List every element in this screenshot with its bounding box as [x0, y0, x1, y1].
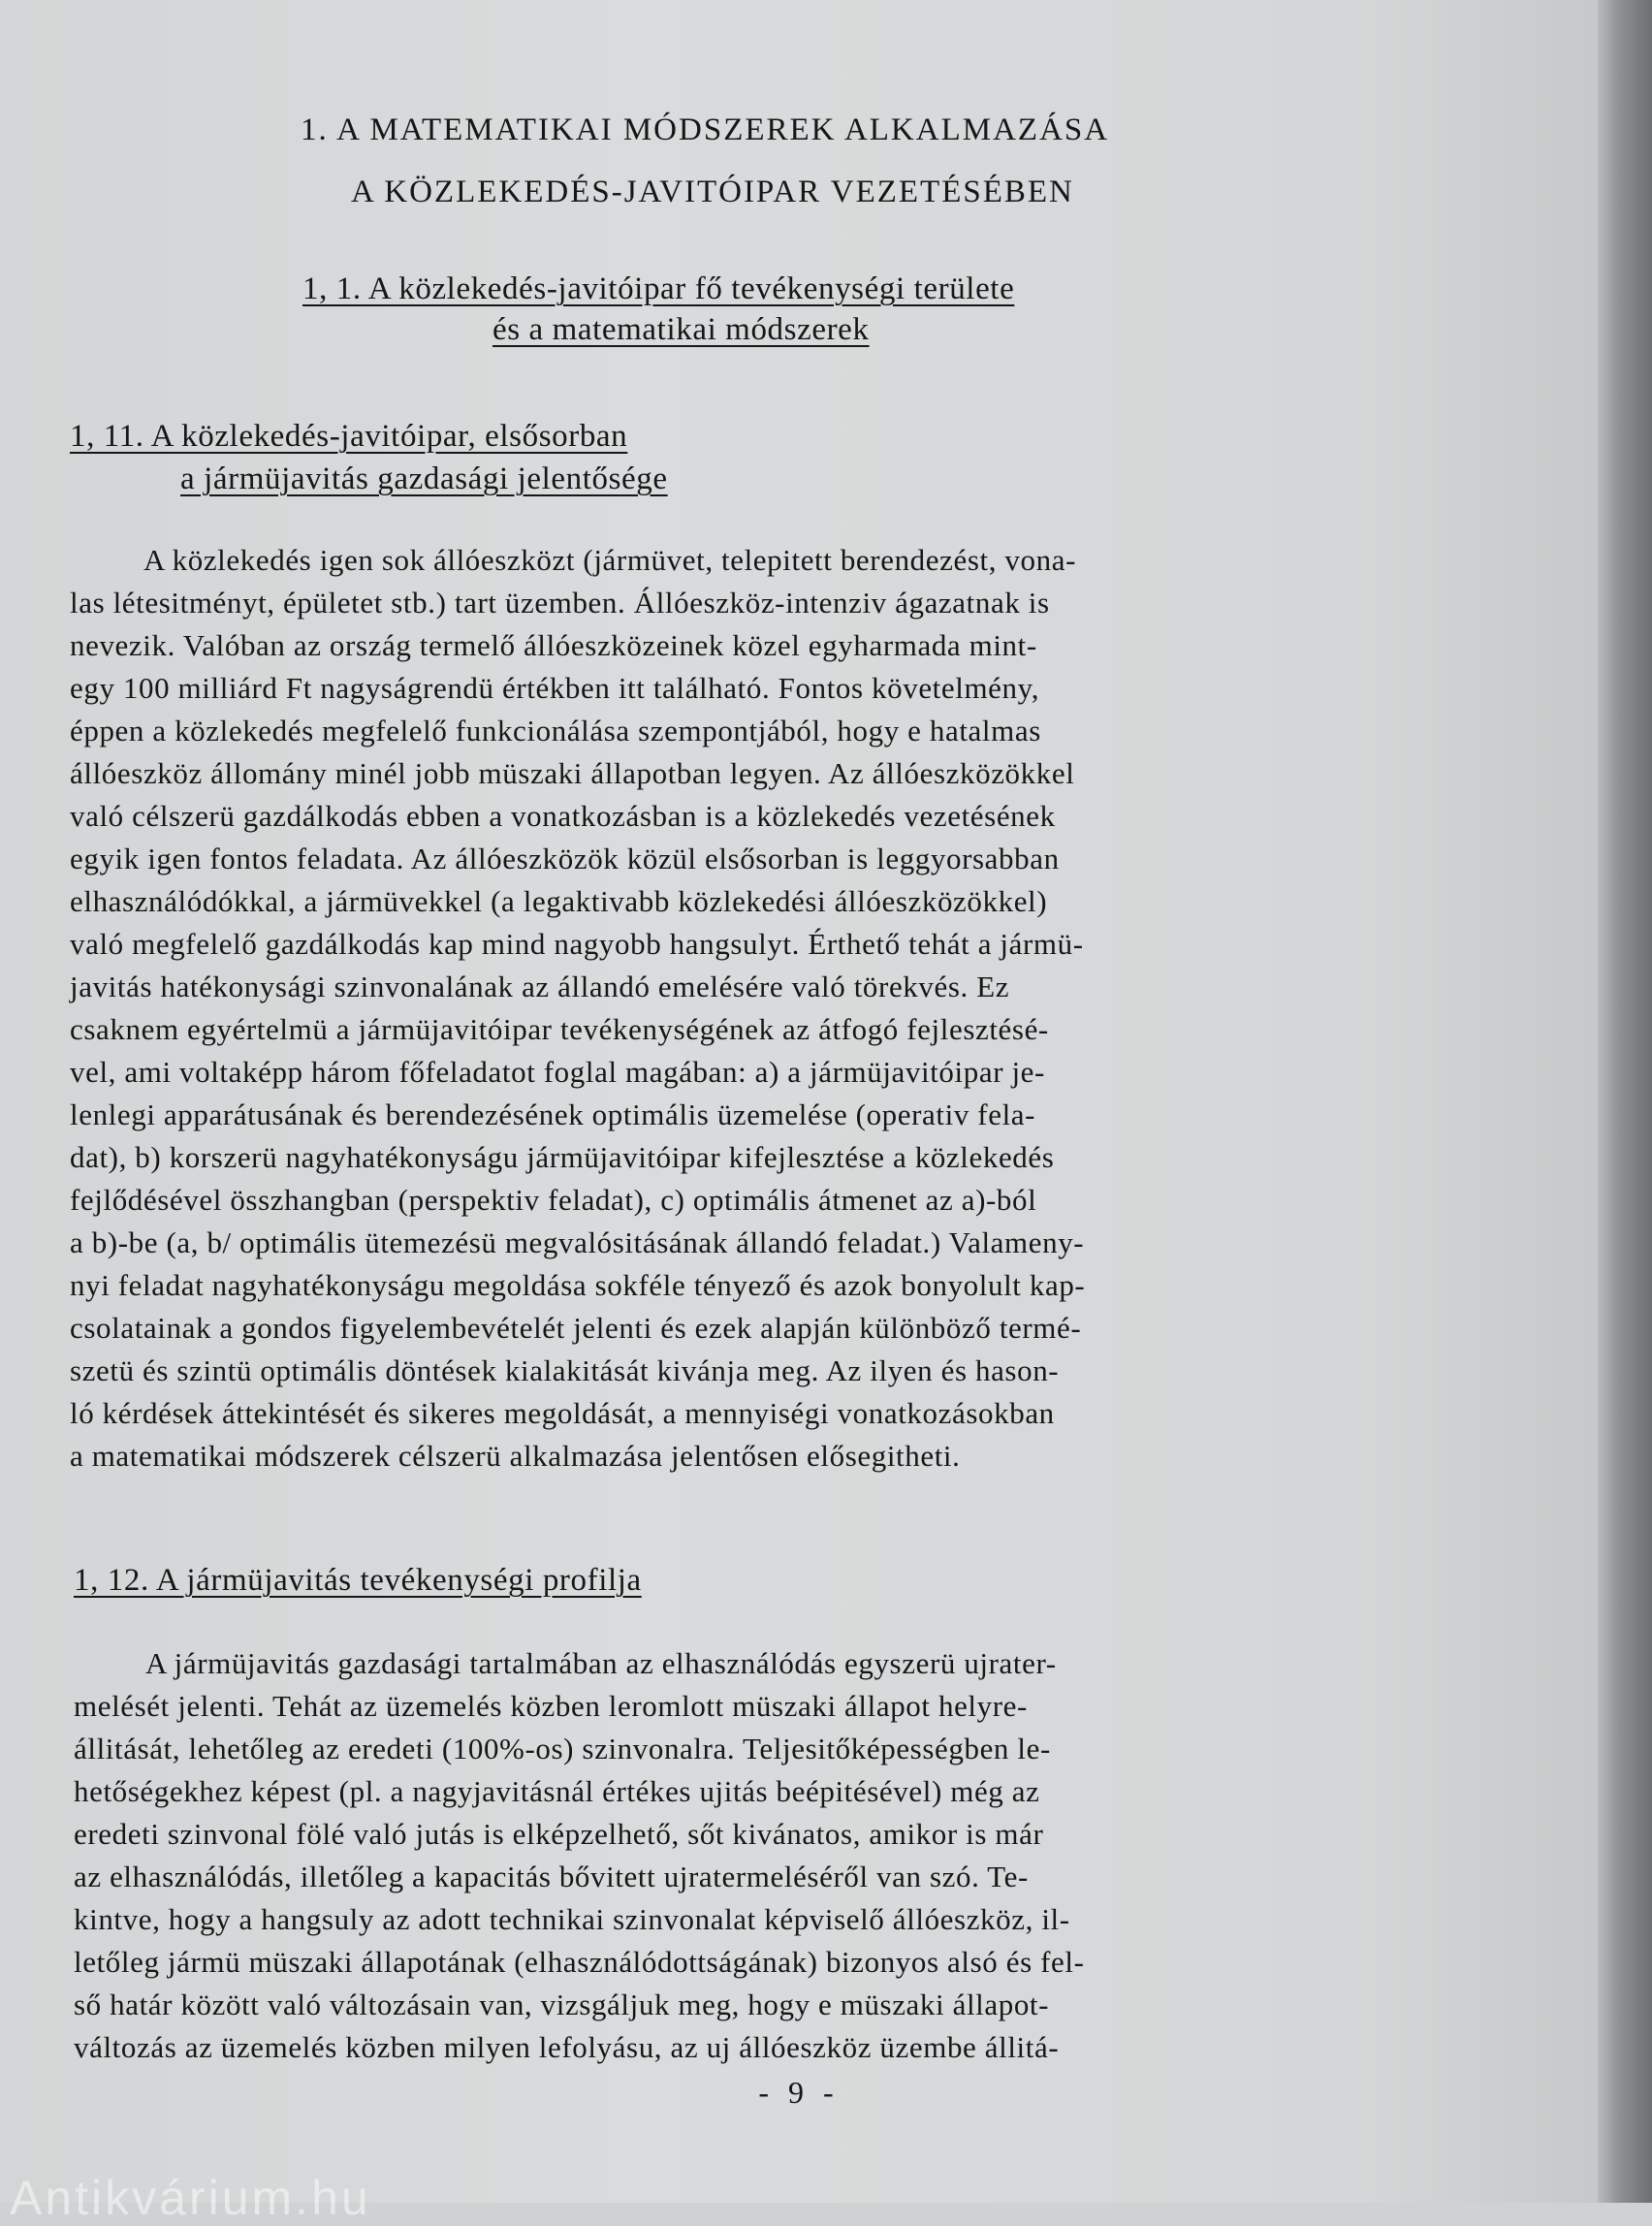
section-1-11-heading-line-1: 1, 11. A közlekedés-javitóipar, elsősorban [70, 419, 628, 454]
section-1-1-heading-line-2: és a matematikai módszerek [492, 312, 870, 347]
paragraph-2-line: eredeti szinvonal fölé való jutás is elképzelhető, sőt kivánatos, amikor is már [74, 1817, 1044, 1851]
paragraph-1-line: állóeszköz állomány minél jobb müszaki állapotban legyen. Az állóeszközökkel [70, 756, 1075, 790]
paragraph-1-line: egyik igen fontos feladata. Az állóeszközök közül elsősorban is leggyorsabban [70, 842, 1060, 875]
paragraph-1-line: való megfelelő gazdálkodás kap mind nagyobb hangsulyt. Érthető tehát a jármü- [70, 927, 1084, 961]
paragraph-2-line: A jármüjavitás gazdasági tartalmában az elhasználódás egyszerü ujrater- [145, 1646, 1057, 1680]
paragraph-1-line: dat), b) korszerü nagyhatékonyságu jármüjavitóipar kifejlesztése a közlekedés [70, 1140, 1055, 1174]
paragraph-1-line: fejlődésével összhangban (perspektiv feladat), c) optimális átmenet az a)-ból [70, 1183, 1037, 1217]
paragraph-1-line: A közlekedés igen sok állóeszközt (jármüvet, telepitett berendezést, vona- [143, 543, 1077, 577]
paragraph-1-line: javitás hatékonysági szinvonalának az állandó emelésére való törekvés. Ez [70, 970, 1010, 1003]
paragraph-1-line: ló kérdések áttekintését és sikeres megoldását, a mennyiségi vonatkozásokban [70, 1396, 1055, 1430]
paragraph-1-line: las létesitményt, épületet stb.) tart üzemben. Állóeszköz-intenziv ágazatnak is [70, 586, 1050, 620]
paragraph-1-line: lenlegi apparátusának és berendezésének optimális üzemelése (operativ fela- [70, 1097, 1036, 1131]
paragraph-2-line: az elhasználódás, illetőleg a kapacitás bővitett ujratermeléséről van szó. Te- [74, 1860, 1029, 1893]
paragraph-2-line: letőleg jármü müszaki állapotának (elhasználódottságának) bizonyos alsó és fel- [74, 1945, 1085, 1979]
paragraph-1-line: nevezik. Valóban az ország termelő állóeszközeinek közel egyharmada mint- [70, 628, 1037, 662]
paragraph-1-line: való célszerü gazdálkodás ebben a vonatkozásban is a közlekedés vezetésének [70, 799, 1056, 833]
paragraph-1-line: éppen a közlekedés megfelelő funkcionálása szempontjából, hogy e hatalmas [70, 714, 1041, 747]
section-1-11-heading-line-2: a jármüjavitás gazdasági jelentősége [180, 461, 668, 496]
paragraph-2-line: kintve, hogy a hangsuly az adott technikai szinvonalat képviselő állóeszköz, il- [74, 1902, 1070, 1936]
paragraph-1-line: egy 100 milliárd Ft nagyságrendü értékben itt található. Fontos követelmény, [70, 671, 1040, 705]
watermark: Antikvárium.hu [10, 2171, 371, 2225]
chapter-title-line-1: 1. A MATEMATIKAI MÓDSZEREK ALKALMAZÁSA [301, 112, 1110, 147]
paragraph-2-line: ső határ között való változásain van, vizsgáljuk meg, hogy e müszaki állapot- [74, 1988, 1050, 2021]
paragraph-1-line: elhasználódókkal, a jármüvekkel (a legaktivabb közlekedési állóeszközökkel) [70, 884, 1048, 918]
paragraph-2-line: változás az üzemelés közben milyen lefolyásu, az uj állóeszköz üzembe állitá- [74, 2030, 1060, 2064]
paragraph-1-line: csolatainak a gondos figyelembevételét jelenti és ezek alapján különböző termé- [70, 1311, 1082, 1345]
page-number: - 9 - [758, 2075, 840, 2110]
paragraph-2-line: melését jelenti. Tehát az üzemelés közben leromlott müszaki állapot helyre- [74, 1689, 1028, 1723]
paragraph-1-line: a matematikai módszerek célszerü alkalmazása jelentősen elősegitheti. [70, 1439, 961, 1473]
page-edge-shadow [1598, 0, 1652, 2203]
paragraph-1-line: csaknem egyértelmü a jármüjavitóipar tevékenységének az átfogó fejlesztésé- [70, 1012, 1049, 1046]
section-1-1-heading-line-1: 1, 1. A közlekedés-javitóipar fő tevékenységi területe [302, 271, 1015, 306]
chapter-title-line-2: A KÖZLEKEDÉS-JAVITÓIPAR VEZETÉSÉBEN [351, 175, 1074, 209]
section-1-12-heading: 1, 12. A jármüjavitás tevékenységi profilja [74, 1563, 642, 1598]
paragraph-1-line: a b)-be (a, b/ optimális ütemezésü megvalósitásának állandó feladat.) Valameny- [70, 1225, 1085, 1259]
paragraph-2-line: hetőségekhez képest (pl. a nagyjavitásnál értékes ujitás beépitésével) még az [74, 1774, 1040, 1808]
paragraph-1-line: nyi feladat nagyhatékonyságu megoldása sokféle tényező és azok bonyolult kap- [70, 1268, 1086, 1302]
paragraph-2-line: állitását, lehetőleg az eredeti (100%-os) szinvonalra. Teljesitőképességben le- [74, 1732, 1051, 1765]
paragraph-1-line: szetü és szintü optimális döntések kialakitását kivánja meg. Az ilyen és hason- [70, 1353, 1060, 1387]
paragraph-1-line: vel, ami voltaképp három főfeladatot foglal magában: a) a jármüjavitóipar je- [70, 1055, 1045, 1089]
